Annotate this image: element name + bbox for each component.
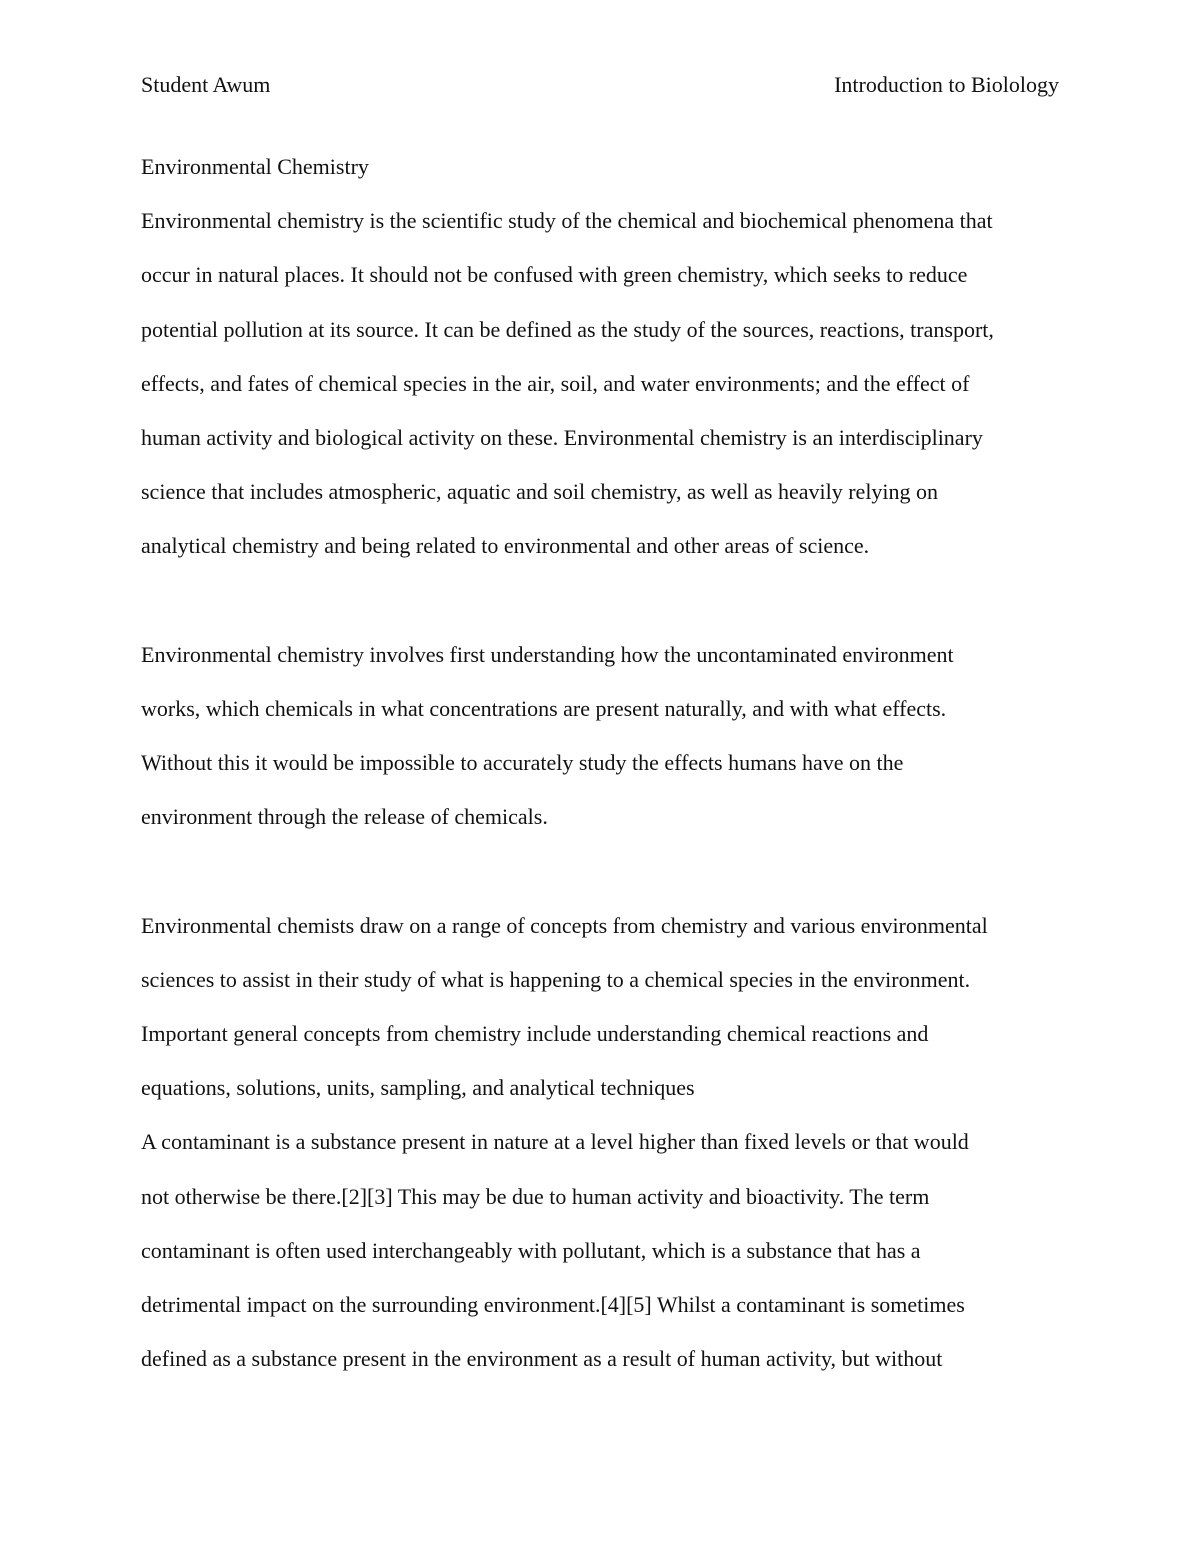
paragraph-line: contaminant is often used interchangeably with pollutant, which is a substance that has a	[141, 1237, 921, 1263]
paragraph-line: science that includes atmospheric, aquatic and soil chemistry, as well as heavily relying on	[141, 479, 939, 505]
paragraph-line: Environmental chemistry is the scientific study of the chemical and biochemical phenomena that	[141, 208, 993, 234]
header-course: Introduction to Biolology	[834, 72, 1059, 97]
paragraph-line: equations, solutions, units, sampling, and analytical techniques	[141, 1075, 695, 1101]
paragraph-spacer	[141, 844, 1059, 898]
paragraph-line: Without this it would be impossible to accurately study the effects humans have on the	[141, 750, 904, 776]
paragraph-line: analytical chemistry and being related to environmental and other areas of science.	[141, 533, 870, 559]
paragraph-line: detrimental impact on the surrounding environment.[4][5] Whilst a contaminant is sometimes	[141, 1291, 965, 1317]
paragraph-line: occur in natural places. It should not be confused with green chemistry, which seeks to reduce	[141, 262, 968, 288]
paragraph-line: works, which chemicals in what concentrations are present naturally, and with what effects.	[141, 695, 947, 721]
header-author: Student Awum	[141, 72, 271, 97]
paragraph-1	[141, 194, 1059, 573]
paragraph-line: Environmental chemists draw on a range of concepts from chemistry and various environmental	[141, 912, 988, 938]
paragraph-spacer	[141, 574, 1059, 628]
paragraph-line: human activity and biological activity on these. Environmental chemistry is an interdisciplinary	[141, 424, 983, 450]
paragraph-line: defined as a substance present in the environment as a result of human activity, but without	[141, 1346, 943, 1372]
paragraph-line: A contaminant is a substance present in nature at a level higher than fixed levels or that would	[141, 1129, 969, 1155]
document-title: Environmental Chemistry	[141, 154, 369, 179]
paragraph-4	[141, 1115, 1059, 1386]
document-body	[141, 140, 1059, 1386]
paragraph-line: potential pollution at its source. It can be defined as the study of the sources, reactions, transport,	[141, 316, 994, 342]
paragraph-2	[141, 628, 1059, 845]
paragraph-line: sciences to assist in their study of what is happening to a chemical species in the environment.	[141, 966, 971, 992]
paragraph-line: environment through the release of chemicals.	[141, 804, 548, 830]
paragraph-3	[141, 899, 1059, 1116]
paragraph-line: Important general concepts from chemistry include understanding chemical reactions and	[141, 1021, 929, 1046]
paragraph-line: not otherwise be there.[2][3] This may be due to human activity and bioactivity. The term	[141, 1183, 930, 1209]
paragraph-line: Environmental chemistry involves first understanding how the uncontaminated environment	[141, 641, 954, 667]
page-header	[141, 70, 1059, 102]
paragraph-line: effects, and fates of chemical species in the air, soil, and water environments; and the effect of	[141, 370, 970, 396]
